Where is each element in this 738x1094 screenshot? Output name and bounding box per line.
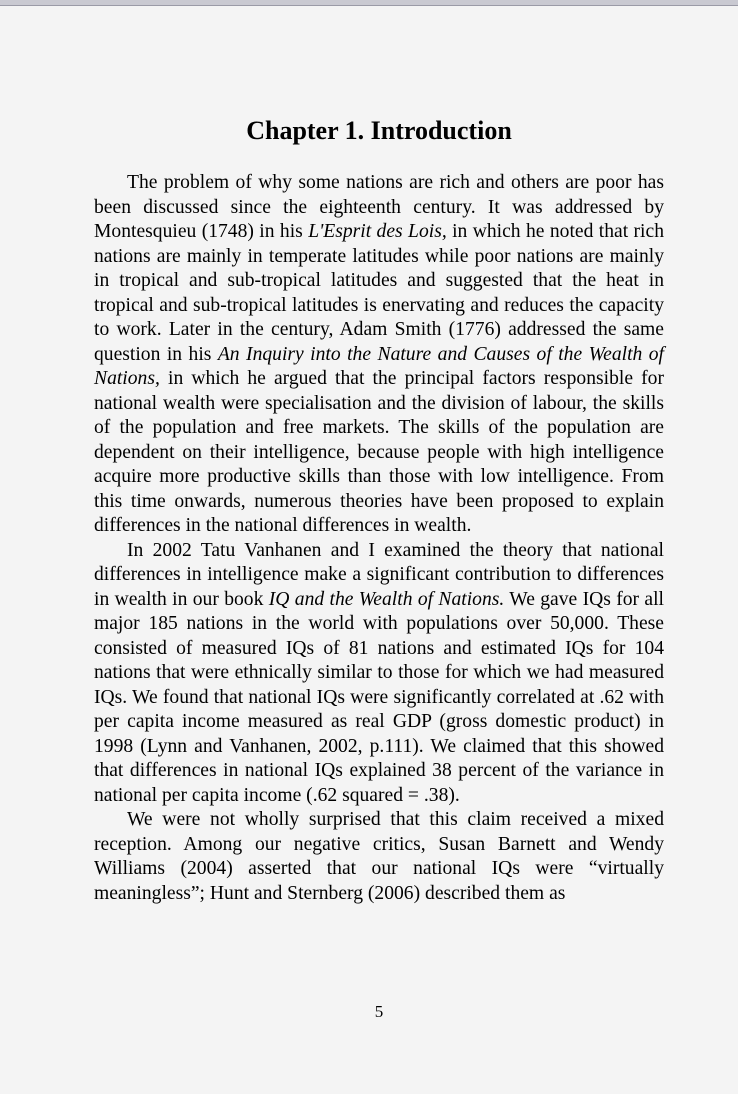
document-page (0, 6, 738, 1094)
paragraph-2-text-a: In 2002 Tatu Vanhanen and I examined the theory that national differences in intelligence make a significant contribution to differences in wealth in our book (94, 539, 664, 610)
paragraph-2 (94, 539, 664, 809)
paragraph-1 (94, 171, 664, 539)
chapter-title: Chapter 1. Introduction (246, 116, 512, 145)
book-title-esprit-des-lois: L'Esprit des Lois, (308, 221, 447, 242)
body-text (94, 171, 664, 906)
paragraph-3-text-a: We were not wholly surprised that this claim received a mixed reception. Among our negative critics, Susan Barnett and Wendy Williams (2004) asserted that our national IQs were “virtually meaningless”; Hunt and Sternberg (2006) described them as (94, 809, 664, 904)
paragraph-3 (94, 808, 664, 906)
paragraph-1-text-a: The problem of why some nations are rich and others are poor has been discussed since the eighteenth century. It was addressed by Montesquieu (1748) in his (94, 172, 664, 242)
page-number: 5 (374, 1002, 384, 1021)
book-title-wealth-of-nations: An Inquiry into the Nature and Causes of the Wealth of Nations, (94, 343, 664, 389)
paragraph-2-text-b: We gave IQs for all major 185 nations in the world with populations over 50,000. These consisted of measured IQs of 81 nations and estimated IQs for 104 nations that were ethnically similar to those for which we had measured IQs. We found that national IQs were significantly correlated at .62 with per capita income measured as real GDP (gross domestic product) in 1998 (Lynn and Vanhanen, 2002, p.111). We claimed that this showed that differences in national IQs explained 38 percent of the variance in national per capita income (.62 squared = .38). (94, 588, 665, 806)
book-title-iq-wealth-of-nations: IQ and the Wealth of Nations. (268, 588, 505, 610)
paragraph-1-text-b: in which he noted that rich nations are mainly in temperate latitudes while poor nations are mainly in tropical and sub-tropical latitudes and suggested that the heat in tropical and sub-tropical latitudes is enervating and reduces the capacity to work. Later in the century, Adam Smith (1776) addressed the same question in his (94, 221, 664, 365)
paragraph-1-text-c: in which he argued that the principal factors responsible for national wealth were specialisation and the division of labour, the skills of the population and free markets. The skills of the population are dependent on their intelligence, because people with high intelligence acquire more productive skills than those with low intelligence. From this time onwards, numerous theories have been proposed to explain differences in the national differences in wealth. (94, 368, 664, 536)
